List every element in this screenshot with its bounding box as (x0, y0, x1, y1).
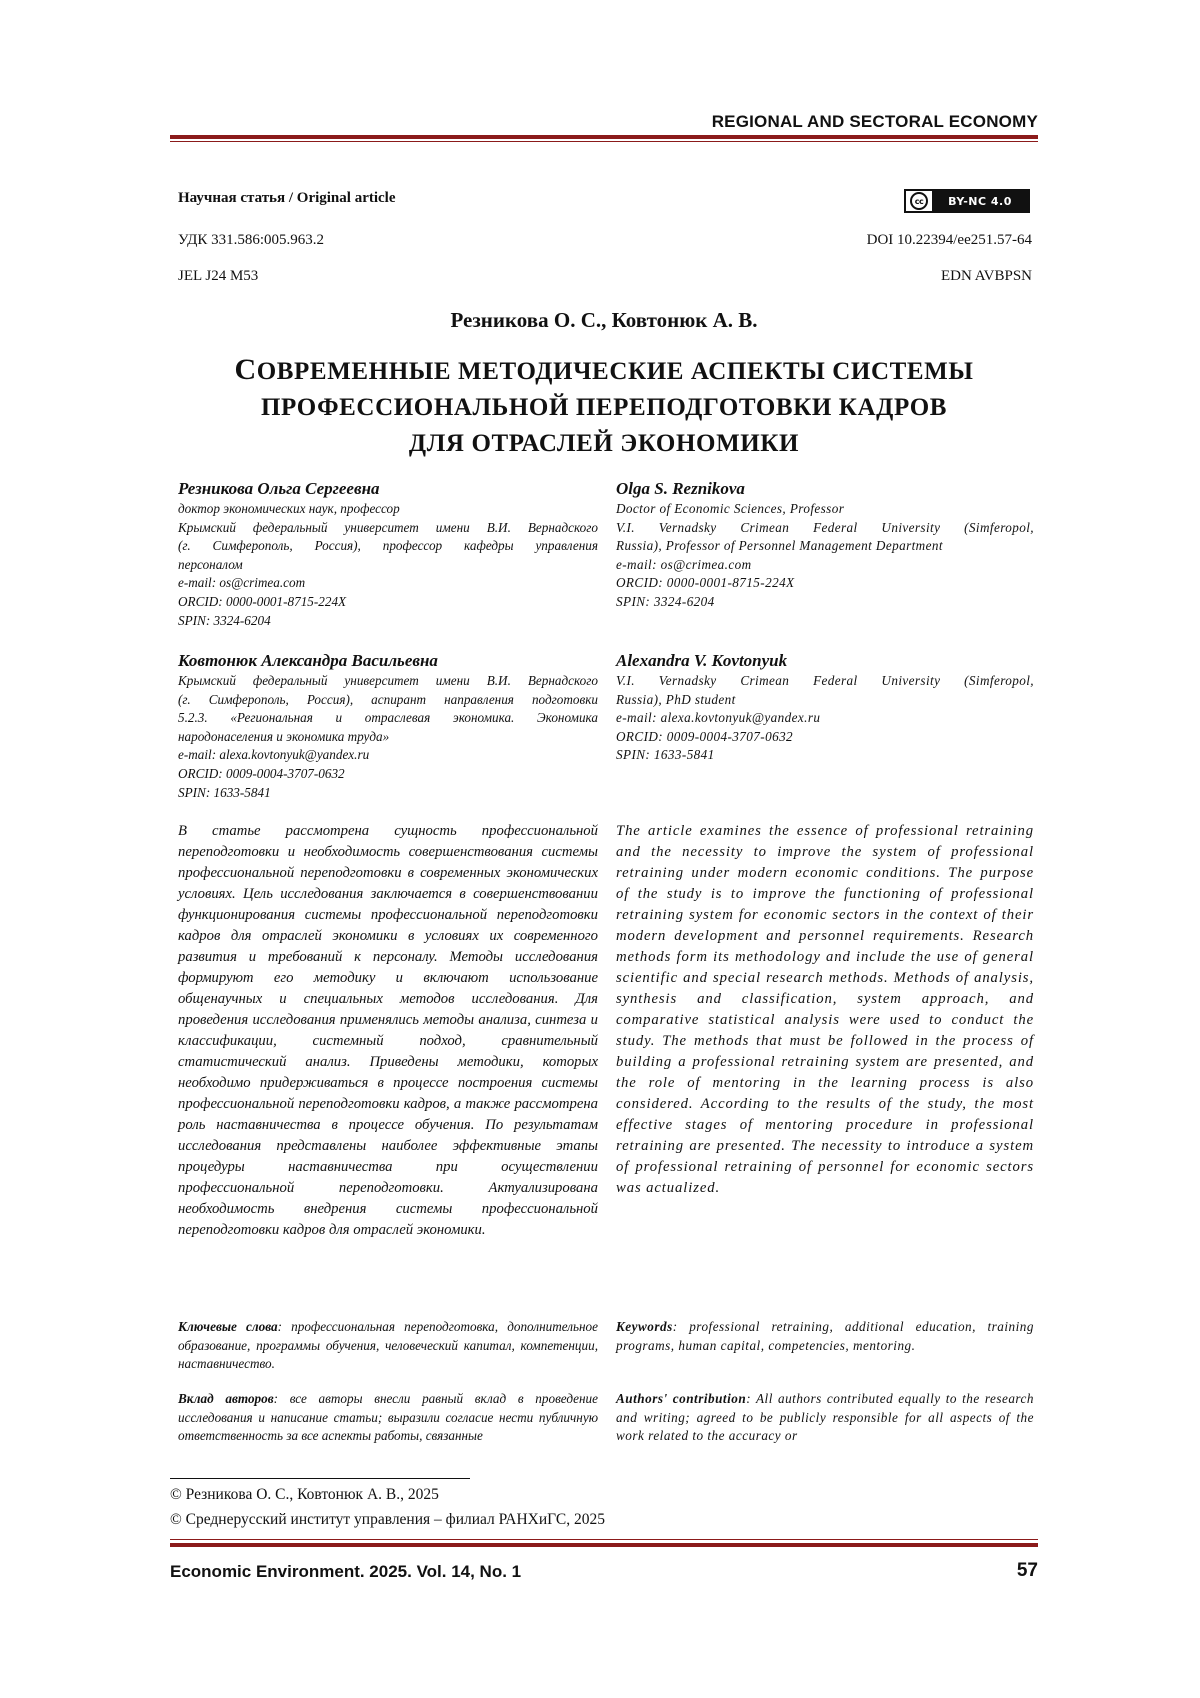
header-rule-thin (170, 141, 1038, 142)
author-affiliation-line: Крымский федеральный университет имени В.И. Вернадского (178, 673, 598, 688)
copyright-institution: © Среднерусский институт управления – филиал РАНХиГС, 2025 (170, 1511, 606, 1528)
keywords-ru (178, 1318, 598, 1374)
author-affiliation (178, 500, 598, 630)
journal-footer: Economic Environment. 2025. Vol. 14, No. 1 (170, 1562, 522, 1581)
copyright-authors: © Резникова О. С., Ковтонюк А. В., 2025 (170, 1486, 439, 1503)
keywords-label: Keywords (616, 1319, 673, 1334)
abstract-ru: В статье рассмотрена сущность профессиональной переподготовки и необходимость совершенствования системы профессиональной переподготовки в современных экономических условиях. Цель исследования заключается в совершенствовании функционирования системы профессиональной переподготовки кадров для отраслей экономики в условиях их современного развития и требований к персоналу. Методы исследования формируют его методику и включают использование общенаучных и специальных методов исследования. Для проведения исследования применялись методы анализа, синтеза и классификации, системный подход, сравнительный статистический анализ. Приведены методики, которых необходимо придерживаться в процессе построения системы профессиональной переподготовки кадров, а также рассмотрена роль наставничества в процессе обучения. По результатам исследования представлены наиболее эффективные этапы процедуры наставничества при осуществлении профессиональной переподготовки. Актуализирована необходимость внедрения системы профессиональной переподготовки кадров для отраслей экономики. (178, 823, 598, 1238)
doi[interactable]: DOI 10.22394/ee251.57-64 (866, 232, 1032, 248)
author-orcid: ORCID: 0000-0001-8715-224X (616, 575, 795, 591)
title-line-2: ПРОФЕССИОНАЛЬНОЙ ПЕРЕПОДГОТОВКИ КАДРОВ (260, 394, 948, 421)
author-affiliation-line: Крымский федеральный университет имени В.И. Вернадского (178, 519, 598, 535)
keywords-text: : профессиональная переподготовка, дополнительное образование, программы обучения, человеческий капитал, компетенции, наставничество. (178, 1319, 598, 1371)
author-name: Ковтонюк Александра Васильевна (178, 651, 438, 670)
author-email[interactable]: e-mail: alexa.kovtonyuk@yandex.ru (616, 710, 821, 726)
author1-ru (178, 479, 598, 630)
contribution-text: : All authors contributed equally to the research and writing; agreed to be publicly responsible for all aspects of the work related to the accuracy or (616, 1391, 1034, 1443)
author2-en (616, 651, 1034, 765)
author-spin: SPIN: 1633-5841 (178, 784, 271, 800)
edn-code: EDN AVBPSN (940, 268, 1032, 284)
udk-code: УДК 331.586:005.963.2 (178, 232, 325, 248)
author-affiliation-line: (г. Симферополь, Россия), профессор кафедры управления (178, 538, 598, 554)
author-degree: Doctor of Economic Sciences, Professor (616, 501, 845, 516)
page-number: 57 (1016, 1560, 1038, 1581)
creative-commons-icon (906, 191, 932, 211)
header-rule-thick (170, 135, 1038, 139)
author-affiliation (616, 500, 1034, 612)
author1-en (616, 479, 1034, 612)
title-line-1 (170, 352, 1038, 390)
contribution-ru (178, 1390, 598, 1446)
abstract-en: The article examines the essence of professional retraining and the necessity to improve the system of professional retraining under modern economic conditions. The purpose of the study is to improve the functioning of professional retraining system for economic sectors in the context of their modern development and personnel requirements. Research methods form its methodology and include the use of general scientific and special research methods. Methods of analysis, synthesis and classification, system approach, and comparative statistical analysis were used to conduct the study. The methods that must be followed in the process of building a professional retraining system are presented, and the role of mentoring in the learning process is also considered. According to the results of the study, the most effective stages of mentoring procedure in professional retraining are presented. The necessity to introduce a system of professional retraining of personnel for economic sectors was actualized. (616, 823, 1034, 1196)
footer-rule-thick (170, 1543, 1038, 1547)
author-affiliation-line: Russia), PhD student (616, 691, 736, 707)
author-spin: SPIN: 3324-6204 (616, 593, 715, 609)
license-badge[interactable] (904, 189, 1030, 213)
paper-title (170, 352, 1038, 462)
footer-rule-thin (170, 1539, 1038, 1540)
title-initial: С (234, 353, 257, 386)
author2-ru (178, 651, 598, 802)
author-affiliation-line: V.I. Vernadsky Crimean Federal University (Simferopol, (616, 673, 1034, 688)
keywords-label: Ключевые слова (178, 1319, 278, 1334)
footnote-rule (170, 1478, 470, 1479)
author-affiliation (616, 672, 1034, 765)
author-name: Alexandra V. Kovtonyuk (616, 651, 788, 670)
contribution-label: Вклад авторов (178, 1391, 274, 1406)
cc-logo: cc (910, 192, 928, 210)
title-line-1-rest: ОВРЕМЕННЫЕ МЕТОДИЧЕСКИЕ АСПЕКТЫ СИСТЕМЫ (256, 358, 974, 385)
author-orcid: ORCID: 0009-0004-3707-0632 (616, 728, 794, 744)
keywords-text: : professional retraining, additional education, training programs, human capital, competencies, mentoring. (616, 1319, 1034, 1353)
author-orcid: ORCID: 0000-0001-8715-224X (178, 593, 347, 609)
author-degree: доктор экономических наук, профессор (178, 501, 400, 516)
author-email[interactable]: e-mail: os@crimea.com (616, 556, 752, 572)
author-affiliation-line: персоналом (178, 556, 243, 572)
license-label: BY-NC 4.0 (948, 194, 1012, 208)
article-type: Научная статья / Original article (178, 190, 396, 206)
jel-code: JEL J24 M53 (178, 268, 259, 284)
section-title: REGIONAL AND SECTORAL ECONOMY (711, 112, 1038, 131)
author-affiliation-line: V.I. Vernadsky Crimean Federal University (Simferopol, (616, 519, 1034, 535)
title-line-3: ДЛЯ ОТРАСЛЕЙ ЭКОНОМИКИ (408, 430, 800, 457)
author-affiliation-line: (г. Симферополь, Россия), аспирант направления подготовки (178, 691, 598, 707)
contribution-label: Authors' contribution (616, 1391, 747, 1406)
author-name: Резникова Ольга Сергеевна (178, 479, 380, 498)
authors-line: Резникова О. С., Ковтонюк А. В. (450, 308, 758, 332)
author-affiliation-line: Russia), Professor of Personnel Management Department (616, 538, 943, 554)
keywords-en (616, 1318, 1034, 1355)
author-email[interactable]: e-mail: alexa.kovtonyuk@yandex.ru (178, 747, 370, 763)
author-spin: SPIN: 3324-6204 (178, 612, 271, 628)
author-affiliation (178, 672, 598, 802)
author-affiliation-line: народонаселения и экономика труда» (178, 728, 390, 744)
author-email[interactable]: e-mail: os@crimea.com (178, 575, 306, 591)
author-spin: SPIN: 1633-5841 (616, 747, 715, 763)
author-affiliation-line: 5.2.3. «Региональная и отраслевая экономика. Экономика (178, 710, 598, 726)
author-name: Olga S. Reznikova (616, 479, 745, 498)
contribution-text: : все авторы внесли равный вклад в проведение исследования и написание статьи; выразили согласие нести публичную ответственность за все аспекты работы, связанные (178, 1391, 599, 1443)
contribution-en (616, 1390, 1034, 1446)
author-orcid: ORCID: 0009-0004-3707-0632 (178, 765, 345, 781)
